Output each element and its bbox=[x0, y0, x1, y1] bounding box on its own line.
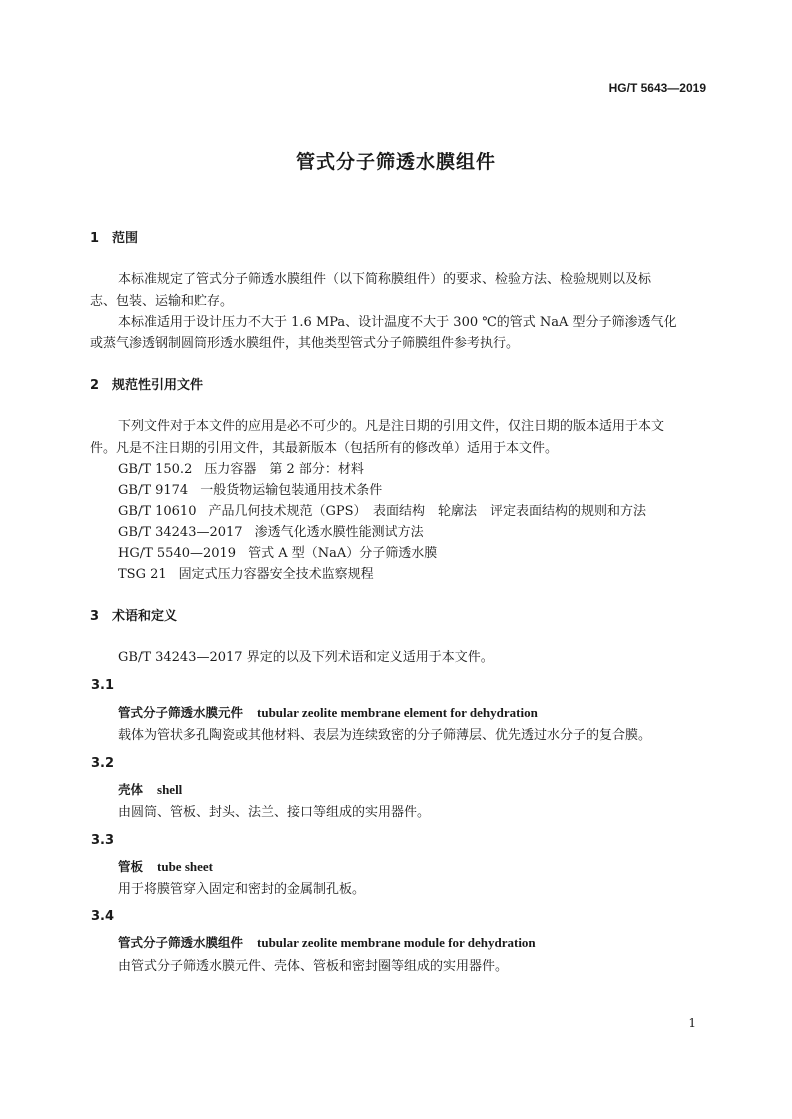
section-number: 3 bbox=[90, 609, 100, 624]
reference-item bbox=[118, 563, 386, 582]
term-heading bbox=[118, 780, 182, 798]
term-heading bbox=[118, 703, 538, 721]
reference-item bbox=[118, 458, 376, 477]
document-id: HG/T 5643—2019 bbox=[608, 81, 706, 95]
term-number: 3.4 bbox=[91, 909, 115, 924]
paragraph-line: GB/T 34243—2017 界定的以及下列术语和定义适用于本文件。 bbox=[118, 650, 494, 665]
reference-name: 管式 A 型（NaA）分子筛透水膜 bbox=[248, 546, 438, 561]
section-number: 2 bbox=[90, 378, 100, 393]
section-heading bbox=[90, 605, 177, 624]
reference-item bbox=[118, 521, 436, 540]
reference-item bbox=[118, 500, 658, 519]
term-zh: 管式分子筛透水膜元件 bbox=[118, 705, 244, 720]
section-heading bbox=[90, 374, 203, 393]
paragraph-line: 下列文件对于本文件的应用是必不可少的。凡是注日期的引用文件，仅注日期的版本适用于本文 bbox=[118, 419, 665, 434]
term-heading bbox=[118, 933, 536, 951]
section-heading bbox=[90, 227, 138, 246]
reference-name: 压力容器 第 2 部分：材料 bbox=[204, 462, 364, 477]
term-en: tubular zeolite membrane element for dehydration bbox=[257, 705, 538, 720]
section-title: 范围 bbox=[112, 231, 139, 246]
reference-code: TSG 21 bbox=[118, 567, 167, 582]
term-number: 3.2 bbox=[91, 756, 115, 771]
term-definition: 用于将膜管穿入固定和密封的金属制孔板。 bbox=[118, 882, 366, 897]
term-zh: 管式分子筛透水膜组件 bbox=[118, 935, 244, 950]
term-zh: 管板 bbox=[118, 859, 144, 874]
page-number: 1 bbox=[688, 1016, 696, 1030]
reference-name: 产品几何技术规范（GPS） 表面结构 轮廓法 评定表面结构的规则和方法 bbox=[208, 504, 647, 519]
reference-code: GB/T 9174 bbox=[118, 483, 189, 498]
reference-name: 固定式压力容器安全技术监察规程 bbox=[178, 567, 374, 582]
paragraph-line: 件。凡是不注日期的引用文件，其最新版本（包括所有的修改单）适用于本文件。 bbox=[90, 441, 559, 456]
reference-code: GB/T 150.2 bbox=[118, 462, 193, 477]
term-heading bbox=[118, 857, 213, 875]
section-title: 规范性引用文件 bbox=[112, 378, 204, 393]
reference-item bbox=[118, 479, 394, 498]
section-title: 术语和定义 bbox=[112, 609, 178, 624]
term-definition: 载体为管状多孔陶瓷或其他材料、表层为连续致密的分子筛薄层、优先透过水分子的复合膜。 bbox=[118, 728, 652, 743]
paragraph-line: 本标准规定了管式分子筛透水膜组件（以下简称膜组件）的要求、检验方法、检验规则以及标 bbox=[118, 272, 652, 287]
paragraph-line: 志、包装、运输和贮存。 bbox=[90, 294, 234, 309]
reference-code: GB/T 34243—2017 bbox=[118, 525, 243, 540]
term-definition: 由管式分子筛透水膜元件、壳体、管板和密封圈等组成的实用器件。 bbox=[118, 959, 509, 974]
term-definition: 由圆筒、管板、封头、法兰、接口等组成的实用器件。 bbox=[118, 805, 431, 820]
term-number: 3.3 bbox=[91, 833, 115, 848]
section-number: 1 bbox=[90, 231, 100, 246]
term-zh: 壳体 bbox=[118, 782, 144, 797]
term-en: tubular zeolite membrane module for dehydration bbox=[257, 935, 536, 950]
reference-code: GB/T 10610 bbox=[118, 504, 197, 519]
document-title: 管式分子筛透水膜组件 bbox=[295, 151, 496, 173]
term-en: tube sheet bbox=[157, 859, 213, 874]
term-number: 3.1 bbox=[91, 678, 115, 693]
reference-name: 一般货物运输包装通用技术条件 bbox=[200, 483, 383, 498]
paragraph-line: 本标准适用于设计压力不大于 1.6 MPa、设计温度不大于 300 ℃的管式 NaA 型分子筛渗透气化 bbox=[118, 315, 677, 330]
reference-item bbox=[118, 542, 449, 561]
term-en: shell bbox=[157, 782, 183, 797]
reference-name: 渗透气化透水膜性能测试方法 bbox=[254, 525, 424, 540]
reference-code: HG/T 5540—2019 bbox=[118, 546, 237, 561]
paragraph-line: 或蒸气渗透钢制圆筒形透水膜组件，其他类型管式分子筛膜组件参考执行。 bbox=[90, 336, 520, 351]
